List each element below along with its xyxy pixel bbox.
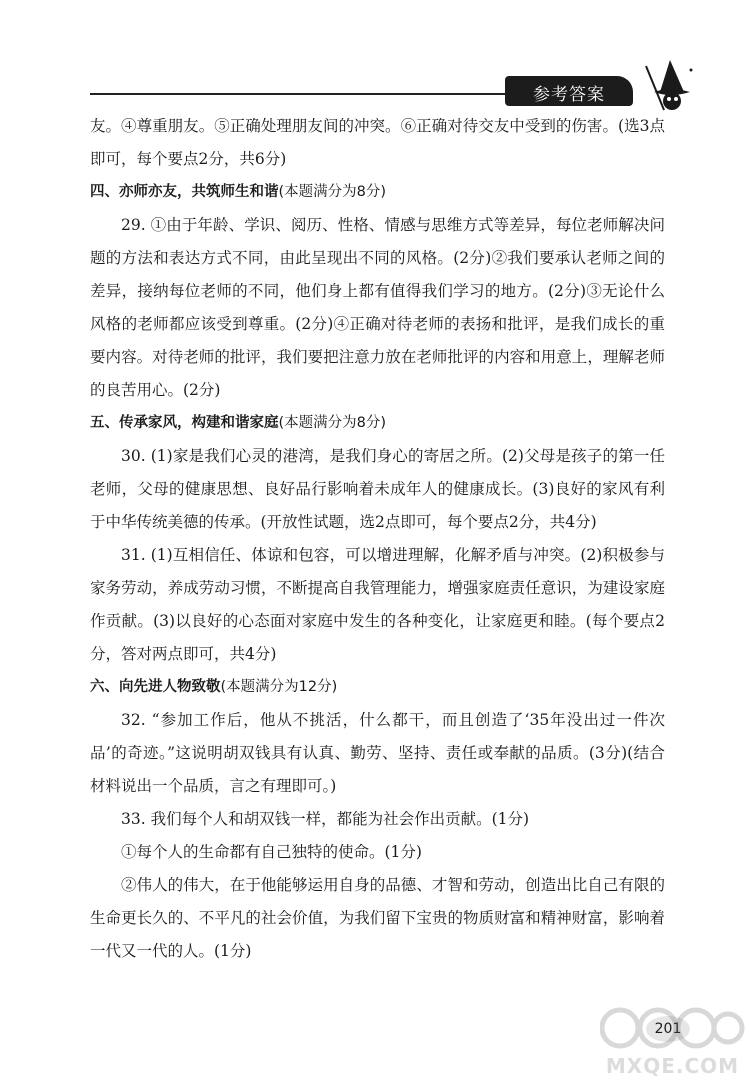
section-heading-note: (本题满分为8分) <box>278 415 387 431</box>
site-watermark <box>600 1000 745 1080</box>
header-rule <box>90 93 510 95</box>
wizard-icon <box>640 58 700 112</box>
section-heading <box>90 176 665 209</box>
answer-paragraph: 30. (1)家是我们心灵的港湾，是我们身心的寄居之所。(2)父母是孩子的第一任老师，父母的健康思想、良好品行影响着未成年人的健康成长。(3)良好的家风有利于中华传统美德的传承。(开放性试题，选2点即可，每个要点2分，共4分) <box>90 447 665 531</box>
section-heading-title: 六、向先进人物致敬 <box>90 679 221 695</box>
answer-content <box>90 110 665 968</box>
answer-paragraph: 29. ①由于年龄、学识、阅历、性格、情感与思维方式等差异，每位老师解决问题的方法和表达方式不同，由此呈现出不同的风格。(2分)②我们要承认老师之间的差异，接纳每位老师的不同，他们身上都有值得我们学习的地方。(2分)③无论什么风格的老师都应该受到尊重。(2分)④正确对待老师的表扬和批评，是我们成长的重要内容。对待老师的批评，我们要把注意力放在老师批评的内容和用意上，理解老师的良苦用心。(2分) <box>90 216 665 399</box>
watermark-domain: MXQE.COM <box>605 1054 740 1078</box>
answer-paragraph: 31. (1)互相信任、体谅和包容，可以增进理解，化解矛盾与冲突。(2)积极参与家务劳动，养成劳动习惯，不断提高自我管理能力，增强家庭责任意识，为建设家庭作贡献。(3)以良好的心态面对家庭中发生的各种变化，让家庭更和睦。(每个要点2分，答对两点即可，共4分) <box>90 546 665 663</box>
section-header-title: 参考答案 <box>533 85 605 105</box>
answer-paragraph: ①每个人的生命都有自己独特的使命。(1分) <box>121 843 422 861</box>
section-heading <box>90 671 665 704</box>
section-heading-note: (本题满分为8分) <box>278 184 387 200</box>
page-number: 201 <box>654 1021 682 1037</box>
answer-paragraph: ②伟人的伟大，在于他能够运用自身的品德、才智和劳动，创造出比自己有限的生命更长久的、不平凡的社会价值，为我们留下宝贵的物质财富和精神财富，影响着一代又一代的人。(1分) <box>90 876 665 960</box>
section-heading-title: 四、亦师亦友，共筑师生和谐 <box>90 184 279 200</box>
section-heading-title: 五、传承家风，构建和谐家庭 <box>90 415 279 431</box>
section-header-tab <box>505 76 633 106</box>
watermark-logo-icon <box>600 1000 745 1056</box>
answer-paragraph: 32. “参加工作后，他从不挑活，什么都干，而且创造了‘35年没出过一件次品’的奇迹。”这说明胡双钱具有认真、勤劳、坚持、责任或奉献的品质。(3分)(结合材料说出一个品质，言之有理即可。) <box>90 711 665 795</box>
answer-paragraph: 友。④尊重朋友。⑤正确处理朋友间的冲突。⑥正确对待交友中受到的伤害。(选3点即可，每个要点2分，共6分) <box>90 117 665 168</box>
answer-paragraph: 33. 我们每个人和胡双钱一样，都能为社会作出贡献。(1分) <box>121 810 530 828</box>
section-heading <box>90 407 665 440</box>
section-heading-note: (本题满分为12分) <box>220 679 338 695</box>
